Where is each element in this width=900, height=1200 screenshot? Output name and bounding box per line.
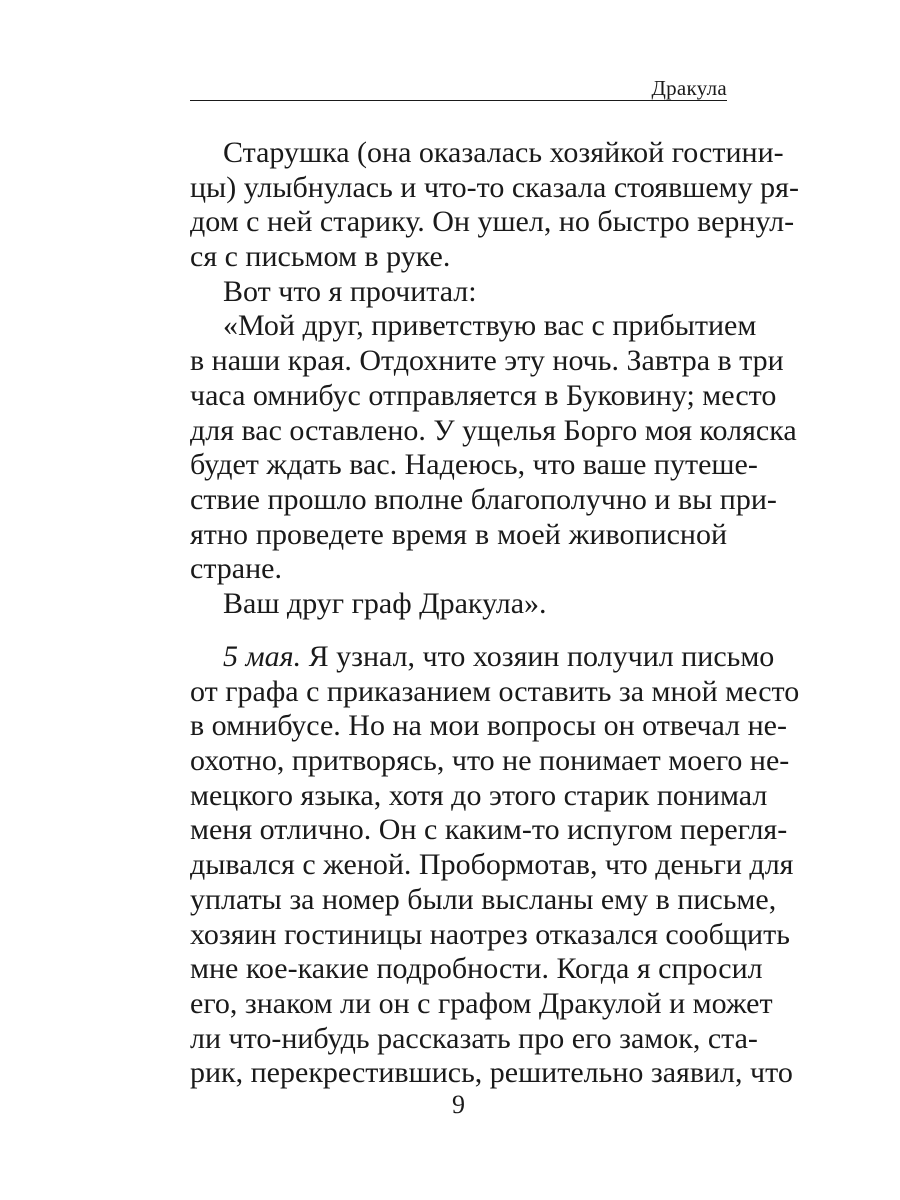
text-line: меня отлично. Он с каким-то испугом перегля- xyxy=(190,813,788,847)
text-line: ятно проведете время в моей живописной xyxy=(190,517,727,551)
text-line: часа омнибус отправляется в Буковину; место xyxy=(190,378,777,412)
text-line: мне кое-какие подробности. Когда я спросил xyxy=(190,952,763,986)
text-line: хозяин гостиницы наотрез отказался сообщить xyxy=(190,917,790,951)
text-line: рик, перекрестившись, решительно заявил, что xyxy=(190,1056,793,1090)
text-line: Вот что я прочитал: xyxy=(223,274,477,308)
header-rule xyxy=(190,100,727,101)
text-line: стране. xyxy=(190,552,282,586)
diary-date: 5 мая. xyxy=(223,640,302,673)
text-line: ся с письмом в руке. xyxy=(190,240,451,274)
page-number: 9 xyxy=(452,1090,465,1119)
text-line: уплаты за номер были высланы ему в письме, xyxy=(190,882,777,916)
text-line: охотно, притворясь, что не понимает моего не- xyxy=(190,744,790,778)
text-line-dated xyxy=(190,640,775,675)
text-line: цы) улыбнулась и что-то сказала стоявшему ря- xyxy=(190,170,799,204)
text-line: его, знаком ли он с графом Дракулой и может xyxy=(190,986,773,1020)
text-line: дывался с женой. Пробормотав, что деньги для xyxy=(190,848,794,882)
text-line: Старушка (она оказалась хозяйкой гостини- xyxy=(223,136,784,169)
text-line: ли что-нибудь рассказать про его замок, ста- xyxy=(190,1021,758,1055)
text-line: в наши края. Отдохните эту ночь. Завтра в три xyxy=(190,344,784,378)
text-block-top xyxy=(190,136,799,622)
text-block-diary-entry xyxy=(190,640,800,1091)
running-title: Дракула xyxy=(651,76,727,100)
text-line: мецкого языка, хотя до этого старик понимал xyxy=(190,778,768,812)
text-line: ствие прошло вполне благополучно и вы при- xyxy=(190,482,777,516)
text-line: от графа с приказанием оставить за мной место xyxy=(190,674,800,708)
text-line: Ваш друг граф Дракула». xyxy=(223,586,547,620)
text-line: будет ждать вас. Надеюсь, что ваше путеше- xyxy=(190,448,758,482)
text-line: дом с ней старику. Он ушел, но быстро вернул- xyxy=(190,205,795,239)
diary-first-line-text: Я узнал, что хозяин получил письмо xyxy=(301,640,775,673)
text-line: для вас оставлено. У ущелья Борго моя коляска xyxy=(190,413,797,447)
text-line: «Мой друг, приветствую вас с прибытием xyxy=(223,309,757,343)
text-line: в омнибусе. Но на мои вопросы он отвечал не- xyxy=(190,709,787,743)
